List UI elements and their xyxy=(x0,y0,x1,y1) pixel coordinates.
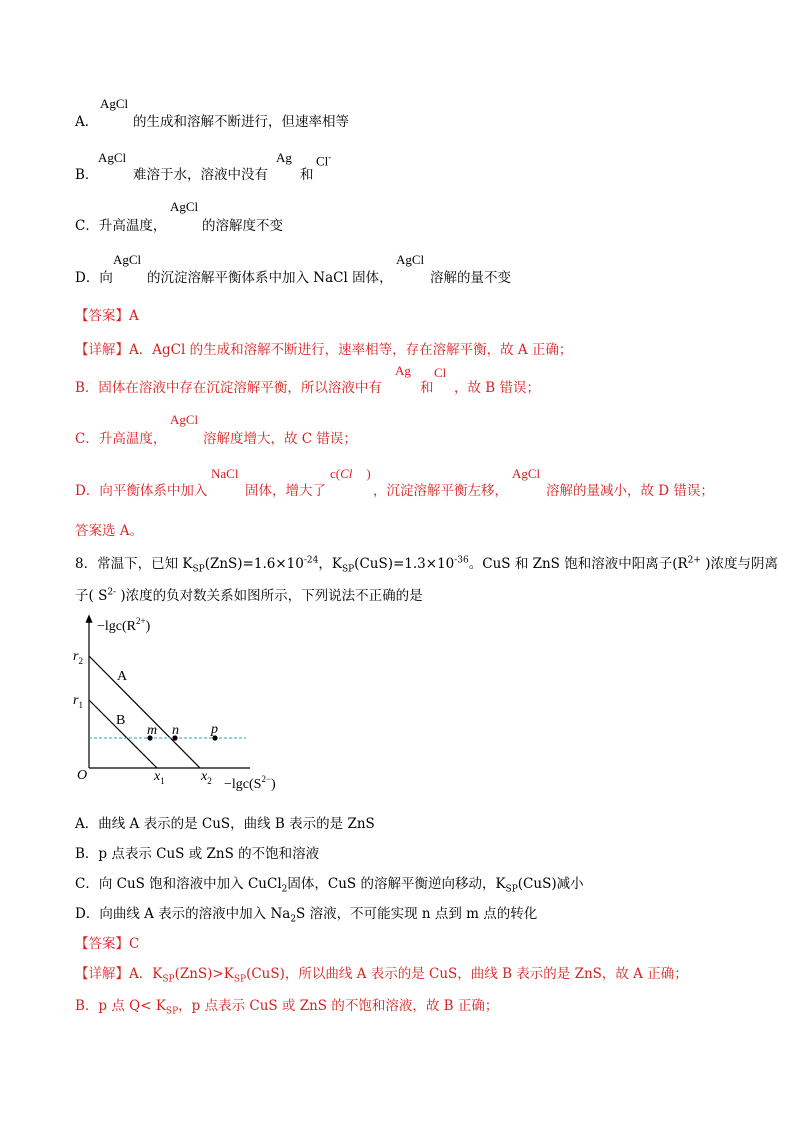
point-p-label: p xyxy=(211,722,218,737)
q7-detail-b-mid: 和 xyxy=(420,380,434,396)
curve-b-label: B xyxy=(116,713,126,728)
q7-final-answer: 答案选 A。 xyxy=(75,523,144,539)
q7-detail-c-formula: AgCl xyxy=(170,412,199,427)
q7-option-d-formula2: AgCl xyxy=(396,252,425,267)
q7-detail-b-formula1: Ag xyxy=(395,363,411,378)
q8-option-a: A．曲线 A 表示的是 CuS，曲线 B 表示的是 ZnS xyxy=(75,816,375,832)
solubility-graph xyxy=(60,612,320,797)
q7-option-a-prefix: A． xyxy=(75,114,99,130)
q7-option-b-text1: 难溶于水，溶液中没有 xyxy=(133,167,268,183)
curve-a-line xyxy=(89,656,200,768)
q7-option-a-text: 的生成和溶解不断进行，但速率相等 xyxy=(133,114,349,130)
q7-option-c-text: 的溶解度不变 xyxy=(202,218,283,234)
x1-label: $x_1$ xyxy=(154,769,165,786)
origin-label: O xyxy=(77,768,88,783)
q8-detail-a: 【详解】A．$K_{SP}(ZnS)>K_{SP}(CuS)$，所以曲线 A 表示的是 CuS，曲线 B 表示的是 ZnS，故 A 正确； xyxy=(75,966,688,985)
curve-a-label: A xyxy=(117,669,128,684)
r2-label: $r_2$ xyxy=(73,649,83,666)
q8-option-b: B．p 点表示 CuS 或 ZnS 的不饱和溶液 xyxy=(75,846,320,862)
q7-detail-d-mid2: ，沉淀溶解平衡左移， xyxy=(373,483,508,499)
r1-label: $r_1$ xyxy=(73,693,83,710)
q7-option-d-prefix: D．向 xyxy=(75,270,113,286)
q7-detail-d-mid1: 固体，增大了 xyxy=(245,483,326,499)
y-axis-label: $-\lg c(R^{2+})$ xyxy=(97,616,151,634)
q8-option-c: C．向 CuS 饱和溶液中加入 CuCl$_2$固体，CuS 的溶解平衡逆向移动，$K_{SP}(CuS)$减小 xyxy=(75,876,584,895)
q7-detail-b-pre: B．固体在溶液中存在沉淀溶解平衡，所以溶液中有 xyxy=(75,380,382,396)
q7-detail-d-conc: c(Cl ) xyxy=(330,466,371,481)
q7-detail-d-post: 溶解的量减小，故 D 错误； xyxy=(546,483,714,499)
q7-option-b-formula1: AgCl xyxy=(98,150,127,165)
q7-answer: 【答案】A xyxy=(75,308,139,324)
q8-answer: 【答案】C xyxy=(75,936,140,952)
q7-option-d-text2: 溶解的量不变 xyxy=(430,270,511,286)
q7-option-c-prefix: C．升高温度， xyxy=(75,218,167,234)
q7-option-b-text2: 和 xyxy=(300,167,314,183)
q7-detail-b-post: ，故 B 错误； xyxy=(454,380,541,396)
q7-detail-b-formula2: Cl xyxy=(434,365,447,380)
q7-detail-c-pre: C．升高温度， xyxy=(75,431,167,447)
q7-option-a-formula: AgCl xyxy=(100,96,129,111)
q7-option-b-formula2: Ag xyxy=(276,150,292,165)
q7-detail-d-formula1: NaCl xyxy=(211,466,239,481)
q7-detail-d-pre: D．向平衡体系中加入 xyxy=(75,483,208,499)
q8-detail-b: B．p 点 $Q< K_{SP}$，p 点表示 CuS 或 ZnS 的不饱和溶液，故 B 正确； xyxy=(75,998,499,1017)
q8-stem-line2: 子( $S^{2-}$ )浓度的负对数关系如图所示，下列说法不正确的是 xyxy=(75,587,423,604)
q7-detail-a: 【详解】A．AgCl 的生成和溶解不断进行，速率相等，存在溶解平衡，故 A 正确； xyxy=(75,342,573,358)
q8-stem-line1: 8．常温下，已知 $K_{SP}(ZnS)=1.6\times 10^{-24}$，$K_{SP}(CuS)=1.3\times 10^{-36}$。CuS 和 ZnS 饱和溶液中阳离子($R^{2+}$ )浓度与阴离 xyxy=(75,555,778,575)
q7-option-c-formula: AgCl xyxy=(170,199,199,214)
q7-detail-c-post: 溶解度增大，故 C 错误； xyxy=(203,431,357,447)
x-axis-label: $-\lg c(S^{2-})$ xyxy=(224,774,276,792)
q7-detail-d-formula2: AgCl xyxy=(512,466,541,481)
q8-option-d: D．向曲线 A 表示的溶液中加入 $Na_2S$ 溶液，不可能实现 n 点到 m 点的转化 xyxy=(75,906,538,925)
q7-option-d-text1: 的沉淀溶解平衡体系中加入 NaCl 固体， xyxy=(147,270,393,286)
x2-label: $x_2$ xyxy=(201,769,212,786)
point-n-label: n xyxy=(172,723,179,738)
point-m-label: m xyxy=(147,723,158,738)
q7-option-d-formula1: AgCl xyxy=(113,252,142,267)
q7-option-b-prefix: B． xyxy=(75,167,99,183)
q7-option-b-formula3: Cl- xyxy=(316,152,332,169)
